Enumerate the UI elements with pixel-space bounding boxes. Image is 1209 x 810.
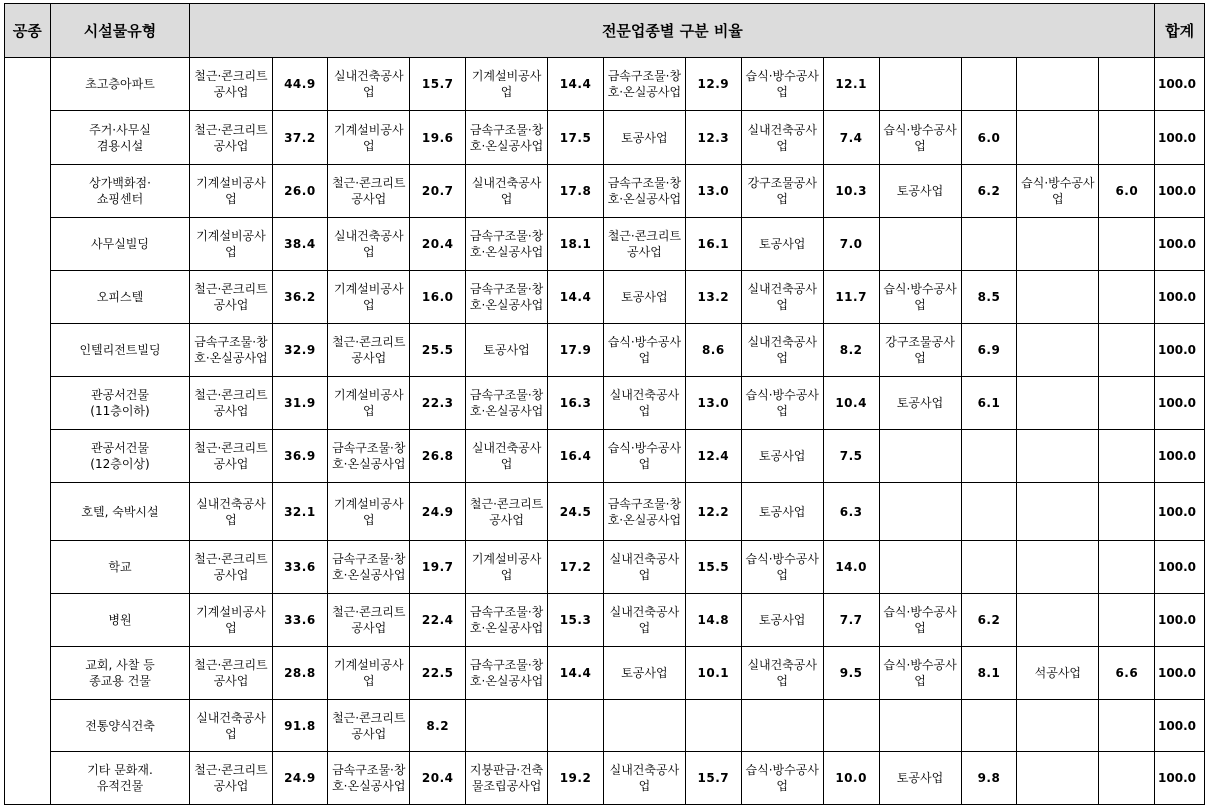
table-row bbox=[5, 541, 1205, 594]
total-cell: 100.0 bbox=[1155, 111, 1205, 165]
trade-name-cell: 실내건축공사업 bbox=[603, 594, 685, 647]
trade-name-cell: 실내건축공사업 bbox=[741, 271, 823, 324]
trade-name-cell: 토공사업 bbox=[603, 271, 685, 324]
trade-name-cell: 금속구조물·창호·온실공사업 bbox=[328, 541, 410, 594]
trade-name-cell: 기계설비공사업 bbox=[328, 111, 410, 165]
table-row bbox=[5, 594, 1205, 647]
facility-type-cell: 사무실빌딩 bbox=[50, 218, 190, 271]
trade-ratio-cell bbox=[1099, 111, 1155, 165]
trade-ratio-cell: 7.7 bbox=[823, 594, 879, 647]
trade-ratio-cell: 10.1 bbox=[685, 647, 741, 700]
trade-ratio-cell: 16.0 bbox=[410, 271, 466, 324]
trade-name-cell bbox=[1017, 58, 1099, 111]
trade-ratio-cell bbox=[685, 700, 741, 752]
trade-name-cell: 토공사업 bbox=[879, 377, 961, 430]
trade-ratio-cell: 6.9 bbox=[961, 324, 1017, 377]
trade-ratio-cell: 24.9 bbox=[272, 752, 328, 805]
table-row bbox=[5, 647, 1205, 700]
trade-ratio-cell bbox=[1099, 218, 1155, 271]
trade-name-cell: 기계설비공사업 bbox=[328, 271, 410, 324]
trade-name-cell: 실내건축공사업 bbox=[466, 165, 548, 218]
trade-name-cell: 습식·방수공사업 bbox=[1017, 165, 1099, 218]
trade-name-cell: 금속구조물·창호·온실공사업 bbox=[466, 271, 548, 324]
trade-ratio-cell: 36.2 bbox=[272, 271, 328, 324]
total-cell: 100.0 bbox=[1155, 324, 1205, 377]
trade-name-cell: 철근·콘크리트공사업 bbox=[328, 165, 410, 218]
trade-ratio-cell: 32.1 bbox=[272, 483, 328, 541]
trade-name-cell bbox=[879, 483, 961, 541]
trade-ratio-cell: 7.4 bbox=[823, 111, 879, 165]
table-row bbox=[5, 58, 1205, 111]
table-row bbox=[5, 218, 1205, 271]
facility-type-cell: 기타 문화재. 유적건물 bbox=[50, 752, 190, 805]
trade-name-cell bbox=[1017, 541, 1099, 594]
trade-ratio-cell: 91.8 bbox=[272, 700, 328, 752]
trade-name-cell: 기계설비공사업 bbox=[466, 58, 548, 111]
trade-ratio-cell: 7.0 bbox=[823, 218, 879, 271]
trade-ratio-cell bbox=[1099, 324, 1155, 377]
trade-name-cell: 실내건축공사업 bbox=[741, 647, 823, 700]
facility-type-cell: 초고층아파트 bbox=[50, 58, 190, 111]
trade-name-cell bbox=[741, 700, 823, 752]
trade-ratio-cell: 19.6 bbox=[410, 111, 466, 165]
trade-name-cell: 토공사업 bbox=[741, 218, 823, 271]
trade-name-cell: 실내건축공사업 bbox=[466, 430, 548, 483]
trade-ratio-cell bbox=[1099, 377, 1155, 430]
trade-name-cell: 습식·방수공사업 bbox=[603, 430, 685, 483]
trade-ratio-cell: 20.4 bbox=[410, 752, 466, 805]
trade-name-cell: 금속구조물·창호·온실공사업 bbox=[190, 324, 272, 377]
trade-name-cell bbox=[879, 430, 961, 483]
trade-name-cell bbox=[1017, 700, 1099, 752]
trade-ratio-cell bbox=[961, 58, 1017, 111]
header-facility-type: 시설물유형 bbox=[50, 4, 190, 58]
trade-name-cell: 금속구조물·창호·온실공사업 bbox=[466, 647, 548, 700]
trade-name-cell bbox=[1017, 752, 1099, 805]
trade-name-cell: 지붕판금·건축물조립공사업 bbox=[466, 752, 548, 805]
trade-ratio-cell: 9.5 bbox=[823, 647, 879, 700]
trade-name-cell: 철근·콘크리트공사업 bbox=[190, 752, 272, 805]
trade-ratio-cell: 17.2 bbox=[548, 541, 604, 594]
trade-name-cell: 습식·방수공사업 bbox=[741, 752, 823, 805]
total-cell: 100.0 bbox=[1155, 752, 1205, 805]
trade-ratio-cell bbox=[1099, 271, 1155, 324]
facility-type-cell: 상가백화점· 쇼핑센터 bbox=[50, 165, 190, 218]
trade-name-cell bbox=[1017, 483, 1099, 541]
trade-ratio-cell: 15.7 bbox=[410, 58, 466, 111]
trade-ratio-cell: 36.9 bbox=[272, 430, 328, 483]
header-ratio: 전문업종별 구분 비율 bbox=[190, 4, 1155, 58]
trade-name-cell: 실내건축공사업 bbox=[190, 483, 272, 541]
trade-ratio-cell: 44.9 bbox=[272, 58, 328, 111]
trade-ratio-cell: 17.5 bbox=[548, 111, 604, 165]
trade-ratio-cell: 15.3 bbox=[548, 594, 604, 647]
trade-ratio-cell: 19.7 bbox=[410, 541, 466, 594]
trade-ratio-cell: 33.6 bbox=[272, 541, 328, 594]
trade-name-cell bbox=[879, 700, 961, 752]
trade-name-cell: 기계설비공사업 bbox=[328, 483, 410, 541]
total-cell: 100.0 bbox=[1155, 647, 1205, 700]
table-row bbox=[5, 483, 1205, 541]
trade-name-cell: 기계설비공사업 bbox=[328, 377, 410, 430]
trade-name-cell bbox=[1017, 324, 1099, 377]
trade-name-cell: 철근·콘크리트공사업 bbox=[190, 430, 272, 483]
trade-name-cell: 기계설비공사업 bbox=[190, 165, 272, 218]
trade-ratio-cell bbox=[548, 700, 604, 752]
table-row bbox=[5, 752, 1205, 805]
header-total: 합계 bbox=[1155, 4, 1205, 58]
trade-name-cell: 실내건축공사업 bbox=[190, 700, 272, 752]
trade-ratio-cell: 6.2 bbox=[961, 594, 1017, 647]
total-cell: 100.0 bbox=[1155, 271, 1205, 324]
trade-ratio-cell: 24.5 bbox=[548, 483, 604, 541]
trade-ratio-cell: 14.0 bbox=[823, 541, 879, 594]
trade-ratio-cell: 16.3 bbox=[548, 377, 604, 430]
trade-ratio-cell: 6.2 bbox=[961, 165, 1017, 218]
trade-ratio-cell: 7.5 bbox=[823, 430, 879, 483]
trade-name-cell: 금속구조물·창호·온실공사업 bbox=[328, 430, 410, 483]
trade-ratio-cell: 13.0 bbox=[685, 165, 741, 218]
trade-name-cell bbox=[1017, 594, 1099, 647]
trade-name-cell: 기계설비공사업 bbox=[190, 594, 272, 647]
trade-ratio-cell: 8.1 bbox=[961, 647, 1017, 700]
trade-name-cell bbox=[879, 218, 961, 271]
trade-name-cell: 실내건축공사업 bbox=[741, 111, 823, 165]
trade-name-cell: 철근·콘크리트공사업 bbox=[190, 111, 272, 165]
facility-type-cell: 관공서건물 (11층이하) bbox=[50, 377, 190, 430]
trade-ratio-cell: 10.0 bbox=[823, 752, 879, 805]
header-category: 공종 bbox=[5, 4, 51, 58]
total-cell: 100.0 bbox=[1155, 165, 1205, 218]
trade-name-cell: 습식·방수공사업 bbox=[741, 541, 823, 594]
trade-name-cell: 토공사업 bbox=[466, 324, 548, 377]
trade-name-cell: 실내건축공사업 bbox=[603, 752, 685, 805]
trade-ratio-cell: 12.1 bbox=[823, 58, 879, 111]
trade-name-cell: 철근·콘크리트공사업 bbox=[190, 377, 272, 430]
facility-type-cell: 전통양식건축 bbox=[50, 700, 190, 752]
facility-type-cell: 관공서건물 (12층이상) bbox=[50, 430, 190, 483]
trade-ratio-cell: 25.5 bbox=[410, 324, 466, 377]
trade-name-cell: 실내건축공사업 bbox=[328, 58, 410, 111]
total-cell: 100.0 bbox=[1155, 594, 1205, 647]
table-row bbox=[5, 324, 1205, 377]
trade-name-cell: 기계설비공사업 bbox=[466, 541, 548, 594]
facility-type-cell: 학교 bbox=[50, 541, 190, 594]
table-row bbox=[5, 700, 1205, 752]
trade-name-cell bbox=[1017, 271, 1099, 324]
trade-name-cell: 금속구조물·창호·온실공사업 bbox=[328, 752, 410, 805]
trade-ratio-cell: 20.4 bbox=[410, 218, 466, 271]
trade-ratio-cell bbox=[1099, 58, 1155, 111]
category-cell bbox=[5, 58, 51, 805]
facility-type-cell: 인텔리전트빌딩 bbox=[50, 324, 190, 377]
trade-name-cell bbox=[1017, 111, 1099, 165]
trade-ratio-cell: 37.2 bbox=[272, 111, 328, 165]
trade-ratio-cell: 11.7 bbox=[823, 271, 879, 324]
total-cell: 100.0 bbox=[1155, 541, 1205, 594]
trade-name-cell: 철근·콘크리트공사업 bbox=[190, 58, 272, 111]
trade-name-cell: 습식·방수공사업 bbox=[879, 594, 961, 647]
trade-ratio-cell: 13.2 bbox=[685, 271, 741, 324]
trade-name-cell: 토공사업 bbox=[603, 647, 685, 700]
trade-ratio-cell: 14.4 bbox=[548, 271, 604, 324]
trade-ratio-cell: 12.4 bbox=[685, 430, 741, 483]
trade-name-cell: 습식·방수공사업 bbox=[879, 647, 961, 700]
trade-ratio-cell: 14.8 bbox=[685, 594, 741, 647]
trade-name-cell bbox=[1017, 430, 1099, 483]
trade-ratio-cell: 14.4 bbox=[548, 58, 604, 111]
facility-type-cell: 병원 bbox=[50, 594, 190, 647]
trade-name-cell: 철근·콘크리트공사업 bbox=[603, 218, 685, 271]
total-cell: 100.0 bbox=[1155, 377, 1205, 430]
trade-ratio-cell: 8.5 bbox=[961, 271, 1017, 324]
trade-ratio-cell bbox=[823, 700, 879, 752]
trade-name-cell: 실내건축공사업 bbox=[741, 324, 823, 377]
trade-name-cell: 강구조물공사업 bbox=[879, 324, 961, 377]
trade-name-cell: 금속구조물·창호·온실공사업 bbox=[603, 483, 685, 541]
trade-ratio-cell bbox=[1099, 752, 1155, 805]
trade-ratio-cell: 10.4 bbox=[823, 377, 879, 430]
trade-ratio-cell bbox=[961, 218, 1017, 271]
trade-name-cell: 금속구조물·창호·온실공사업 bbox=[603, 58, 685, 111]
trade-name-cell: 습식·방수공사업 bbox=[741, 58, 823, 111]
trade-name-cell bbox=[1017, 218, 1099, 271]
trade-ratio-cell: 20.7 bbox=[410, 165, 466, 218]
trade-name-cell: 습식·방수공사업 bbox=[603, 324, 685, 377]
trade-name-cell: 철근·콘크리트공사업 bbox=[328, 700, 410, 752]
trade-name-cell: 토공사업 bbox=[741, 483, 823, 541]
trade-ratio-cell: 18.1 bbox=[548, 218, 604, 271]
trade-name-cell: 강구조물공사업 bbox=[741, 165, 823, 218]
trade-name-cell: 철근·콘크리트공사업 bbox=[190, 541, 272, 594]
trade-name-cell: 금속구조물·창호·온실공사업 bbox=[466, 218, 548, 271]
total-cell: 100.0 bbox=[1155, 430, 1205, 483]
trade-name-cell: 습식·방수공사업 bbox=[741, 377, 823, 430]
trade-ratio-cell bbox=[1099, 541, 1155, 594]
table-body bbox=[5, 58, 1205, 805]
trade-name-cell bbox=[879, 58, 961, 111]
trade-name-cell: 토공사업 bbox=[879, 165, 961, 218]
facility-type-cell: 호텔, 숙박시설 bbox=[50, 483, 190, 541]
trade-ratio-cell: 14.4 bbox=[548, 647, 604, 700]
trade-ratio-cell: 24.9 bbox=[410, 483, 466, 541]
trade-ratio-cell bbox=[961, 700, 1017, 752]
trade-ratio-cell: 6.6 bbox=[1099, 647, 1155, 700]
trade-name-cell bbox=[1017, 377, 1099, 430]
trade-ratio-cell: 28.8 bbox=[272, 647, 328, 700]
total-cell: 100.0 bbox=[1155, 700, 1205, 752]
trade-name-cell: 실내건축공사업 bbox=[603, 541, 685, 594]
trade-ratio-cell bbox=[1099, 594, 1155, 647]
trade-name-cell bbox=[879, 541, 961, 594]
trade-ratio-cell: 16.4 bbox=[548, 430, 604, 483]
table-row bbox=[5, 271, 1205, 324]
table-row bbox=[5, 111, 1205, 165]
trade-ratio-cell: 32.9 bbox=[272, 324, 328, 377]
trade-name-cell: 철근·콘크리트공사업 bbox=[328, 324, 410, 377]
trade-ratio-cell: 33.6 bbox=[272, 594, 328, 647]
trade-name-cell: 실내건축공사업 bbox=[328, 218, 410, 271]
table-row bbox=[5, 165, 1205, 218]
trade-name-cell: 기계설비공사업 bbox=[328, 647, 410, 700]
trade-name-cell: 토공사업 bbox=[603, 111, 685, 165]
trade-ratio-cell: 22.4 bbox=[410, 594, 466, 647]
trade-ratio-cell: 15.5 bbox=[685, 541, 741, 594]
trade-ratio-cell: 9.8 bbox=[961, 752, 1017, 805]
table-row bbox=[5, 430, 1205, 483]
ratio-table bbox=[4, 3, 1205, 805]
trade-ratio-cell: 6.0 bbox=[1099, 165, 1155, 218]
trade-name-cell: 금속구조물·창호·온실공사업 bbox=[603, 165, 685, 218]
trade-ratio-cell: 15.7 bbox=[685, 752, 741, 805]
trade-ratio-cell: 12.3 bbox=[685, 111, 741, 165]
trade-ratio-cell: 22.3 bbox=[410, 377, 466, 430]
trade-ratio-cell: 6.0 bbox=[961, 111, 1017, 165]
trade-ratio-cell bbox=[961, 541, 1017, 594]
trade-ratio-cell: 17.9 bbox=[548, 324, 604, 377]
trade-ratio-cell bbox=[1099, 700, 1155, 752]
trade-ratio-cell: 8.6 bbox=[685, 324, 741, 377]
trade-ratio-cell: 12.2 bbox=[685, 483, 741, 541]
trade-name-cell: 금속구조물·창호·온실공사업 bbox=[466, 111, 548, 165]
header-row bbox=[5, 4, 1205, 58]
trade-ratio-cell: 8.2 bbox=[823, 324, 879, 377]
facility-type-cell: 교회, 사찰 등 종교용 건물 bbox=[50, 647, 190, 700]
trade-name-cell: 철근·콘크리트공사업 bbox=[328, 594, 410, 647]
trade-ratio-cell bbox=[961, 430, 1017, 483]
trade-ratio-cell: 31.9 bbox=[272, 377, 328, 430]
trade-ratio-cell bbox=[1099, 430, 1155, 483]
trade-ratio-cell: 22.5 bbox=[410, 647, 466, 700]
table-row bbox=[5, 377, 1205, 430]
trade-ratio-cell: 12.9 bbox=[685, 58, 741, 111]
trade-name-cell: 토공사업 bbox=[879, 752, 961, 805]
facility-type-cell: 오피스텔 bbox=[50, 271, 190, 324]
trade-name-cell: 토공사업 bbox=[741, 430, 823, 483]
trade-name-cell: 기계설비공사업 bbox=[190, 218, 272, 271]
trade-name-cell: 철근·콘크리트공사업 bbox=[190, 647, 272, 700]
trade-name-cell: 습식·방수공사업 bbox=[879, 271, 961, 324]
total-cell: 100.0 bbox=[1155, 58, 1205, 111]
trade-ratio-cell: 26.8 bbox=[410, 430, 466, 483]
trade-ratio-cell bbox=[1099, 483, 1155, 541]
trade-ratio-cell: 6.1 bbox=[961, 377, 1017, 430]
trade-name-cell: 철근·콘크리트공사업 bbox=[190, 271, 272, 324]
trade-name-cell bbox=[466, 700, 548, 752]
trade-name-cell bbox=[603, 700, 685, 752]
trade-ratio-cell: 8.2 bbox=[410, 700, 466, 752]
facility-type-cell: 주거·사무실 겸용시설 bbox=[50, 111, 190, 165]
trade-ratio-cell: 13.0 bbox=[685, 377, 741, 430]
trade-name-cell: 철근·콘크리트공사업 bbox=[466, 483, 548, 541]
trade-name-cell: 실내건축공사업 bbox=[603, 377, 685, 430]
trade-name-cell: 토공사업 bbox=[741, 594, 823, 647]
trade-ratio-cell: 16.1 bbox=[685, 218, 741, 271]
trade-ratio-cell: 26.0 bbox=[272, 165, 328, 218]
total-cell: 100.0 bbox=[1155, 218, 1205, 271]
trade-name-cell: 석공사업 bbox=[1017, 647, 1099, 700]
trade-ratio-cell bbox=[961, 483, 1017, 541]
trade-name-cell: 습식·방수공사업 bbox=[879, 111, 961, 165]
trade-ratio-cell: 38.4 bbox=[272, 218, 328, 271]
trade-name-cell: 금속구조물·창호·온실공사업 bbox=[466, 377, 548, 430]
trade-name-cell: 금속구조물·창호·온실공사업 bbox=[466, 594, 548, 647]
trade-ratio-cell: 19.2 bbox=[548, 752, 604, 805]
trade-ratio-cell: 6.3 bbox=[823, 483, 879, 541]
trade-ratio-cell: 10.3 bbox=[823, 165, 879, 218]
trade-ratio-cell: 17.8 bbox=[548, 165, 604, 218]
total-cell: 100.0 bbox=[1155, 483, 1205, 541]
